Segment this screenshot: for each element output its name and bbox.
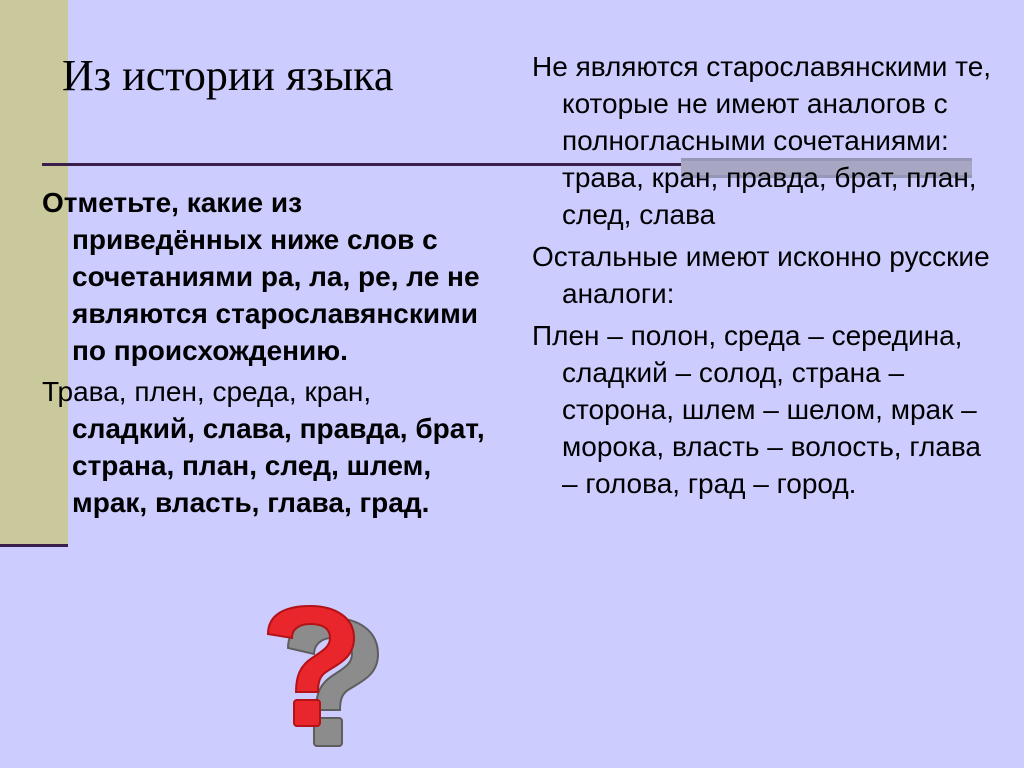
word-list <box>42 373 492 521</box>
decorative-rule-bottom <box>0 544 68 547</box>
question-mark-icon <box>262 604 392 754</box>
answer-paragraph-3: Плен – полон, среда – середина, сладкий – солод, страна – сторона, шлем – шелом, мрак – морока, власть – волость, глава – голова, град – город. <box>532 320 982 499</box>
word-list-first: Трава, плен, среда, кран, <box>42 376 372 407</box>
task-text: Отметьте, какие из приведённых ниже слов с сочетаниями ра, ла, ре, ле не являются старославянскими по происхождению. <box>42 187 480 366</box>
word-list-rest: сладкий, слава, правда, брат, страна, план, след, шлем, мрак, власть, глава, град. <box>72 413 485 518</box>
question-mark-front <box>268 606 354 726</box>
answer-paragraph-2: Остальные имеют исконно русские аналоги: <box>532 241 990 309</box>
task-column <box>42 184 492 525</box>
slide-title: Из истории языка <box>62 51 394 100</box>
answer-paragraph-1: Не являются старославянскими те, которые не имеют аналогов с полногласными сочетаниями: трава, кран, правда, брат, план, след, слава <box>532 51 992 230</box>
answer-column <box>532 48 992 507</box>
